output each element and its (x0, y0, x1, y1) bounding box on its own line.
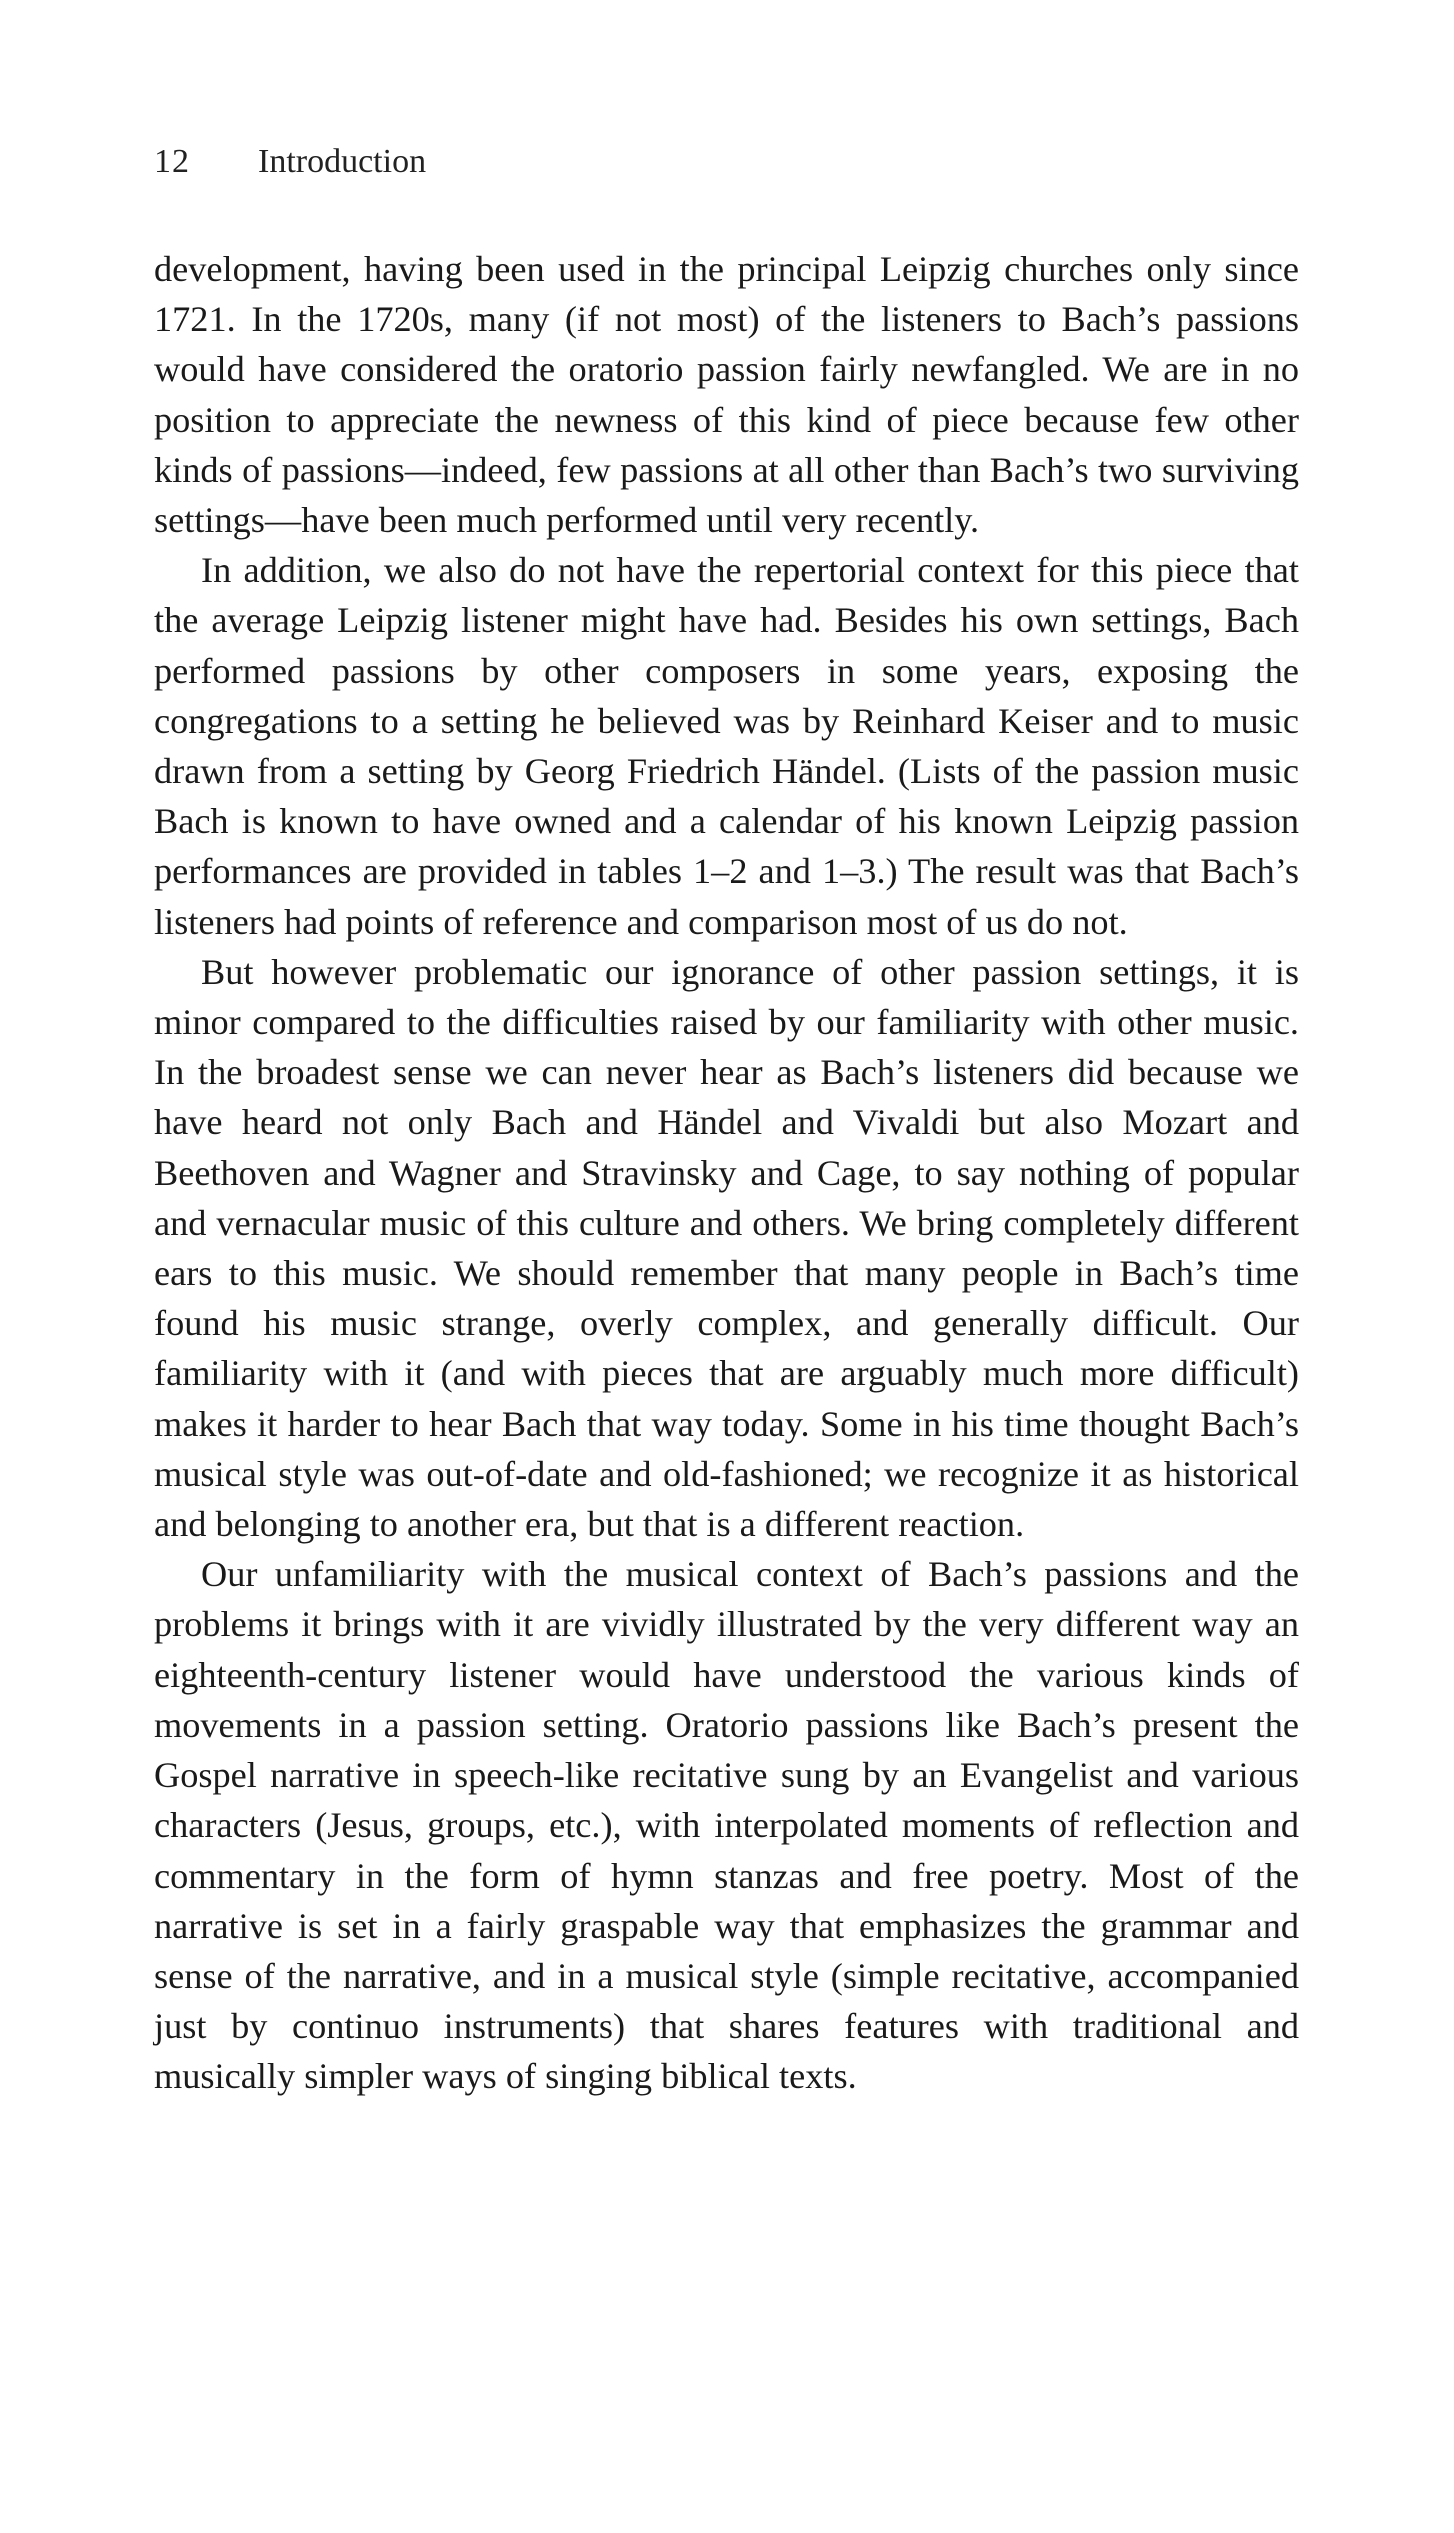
page-number: 12 (154, 143, 190, 180)
paragraph-familiarity: But however problematic our ignorance of other passion settings, it is minor compared to the difficulties raised by our familiarity with other music. In the broadest sense we can never hear as Bach’s listeners did because we have heard not only Bach and Händel and Vivaldi but also Mozart and Beethoven and Wagner and Stravinsky and Cage, to say nothing of popular and vernacular music of this culture and others. We bring completely different ears to this music. We should remember that many people in Bach’s time found his music strange, overly complex, and generally difficult. Our familiarity with it (and with pieces that are arguably much more difficult) makes it harder to hear Bach that way today. Some in his time thought Bach’s musical style was out-of-date and old-fashioned; we recognize it as historical and belonging to another era, but that is a different reaction. (154, 951, 1299, 1545)
running-head (154, 142, 426, 182)
paragraph-unfamiliarity: Our unfamiliarity with the musical context of Bach’s passions and the problems it brings with it are vividly illustrated by the very different way an eighteenth-century listener would have understood the various kinds of movements in a passion setting. Oratorio passions like Bach’s present the Gospel narrative in speech-like recitative sung by an Evangelist and various characters (Jesus, groups, etc.), with interpolated moments of reflection and commentary in the form of hymn stanzas and free poetry. Most of the narrative is set in a fairly graspable way that emphasizes the grammar and sense of the narrative, and in a musical style (simple recitative, accompanied just by continuo instruments) that shares features with traditional and musically simpler ways of singing biblical texts. (154, 1554, 1299, 2097)
section-title: Introduction (258, 143, 427, 180)
paragraph-repertorial-context: In addition, we also do not have the repertorial context for this piece that the average Leipzig listener might have had. Besides his own settings, Bach performed passions by other composers in some years, exposing the congregations to a setting he believed was by Reinhard Keiser and to music drawn from a setting by Georg Friedrich Händel. (Lists of the passion music Bach is known to have owned and a calendar of his known Leipzig passion performances are provided in tables 1–2 and 1–3.) The result was that Bach’s listeners had points of reference and comparison most of us do not. (154, 550, 1299, 942)
paragraph-continued: development, having been used in the principal Leipzig churches only since 1721. In the 1720s, many (if not most) of the listeners to Bach’s passions would have considered the oratorio passion fairly newfangled. We are in no position to appreciate the newness of this kind of piece because few other kinds of passions—indeed, few passions at all other than Bach’s two surviving settings—have been much performed until very recently. (154, 249, 1299, 541)
body-text (154, 244, 1299, 2102)
